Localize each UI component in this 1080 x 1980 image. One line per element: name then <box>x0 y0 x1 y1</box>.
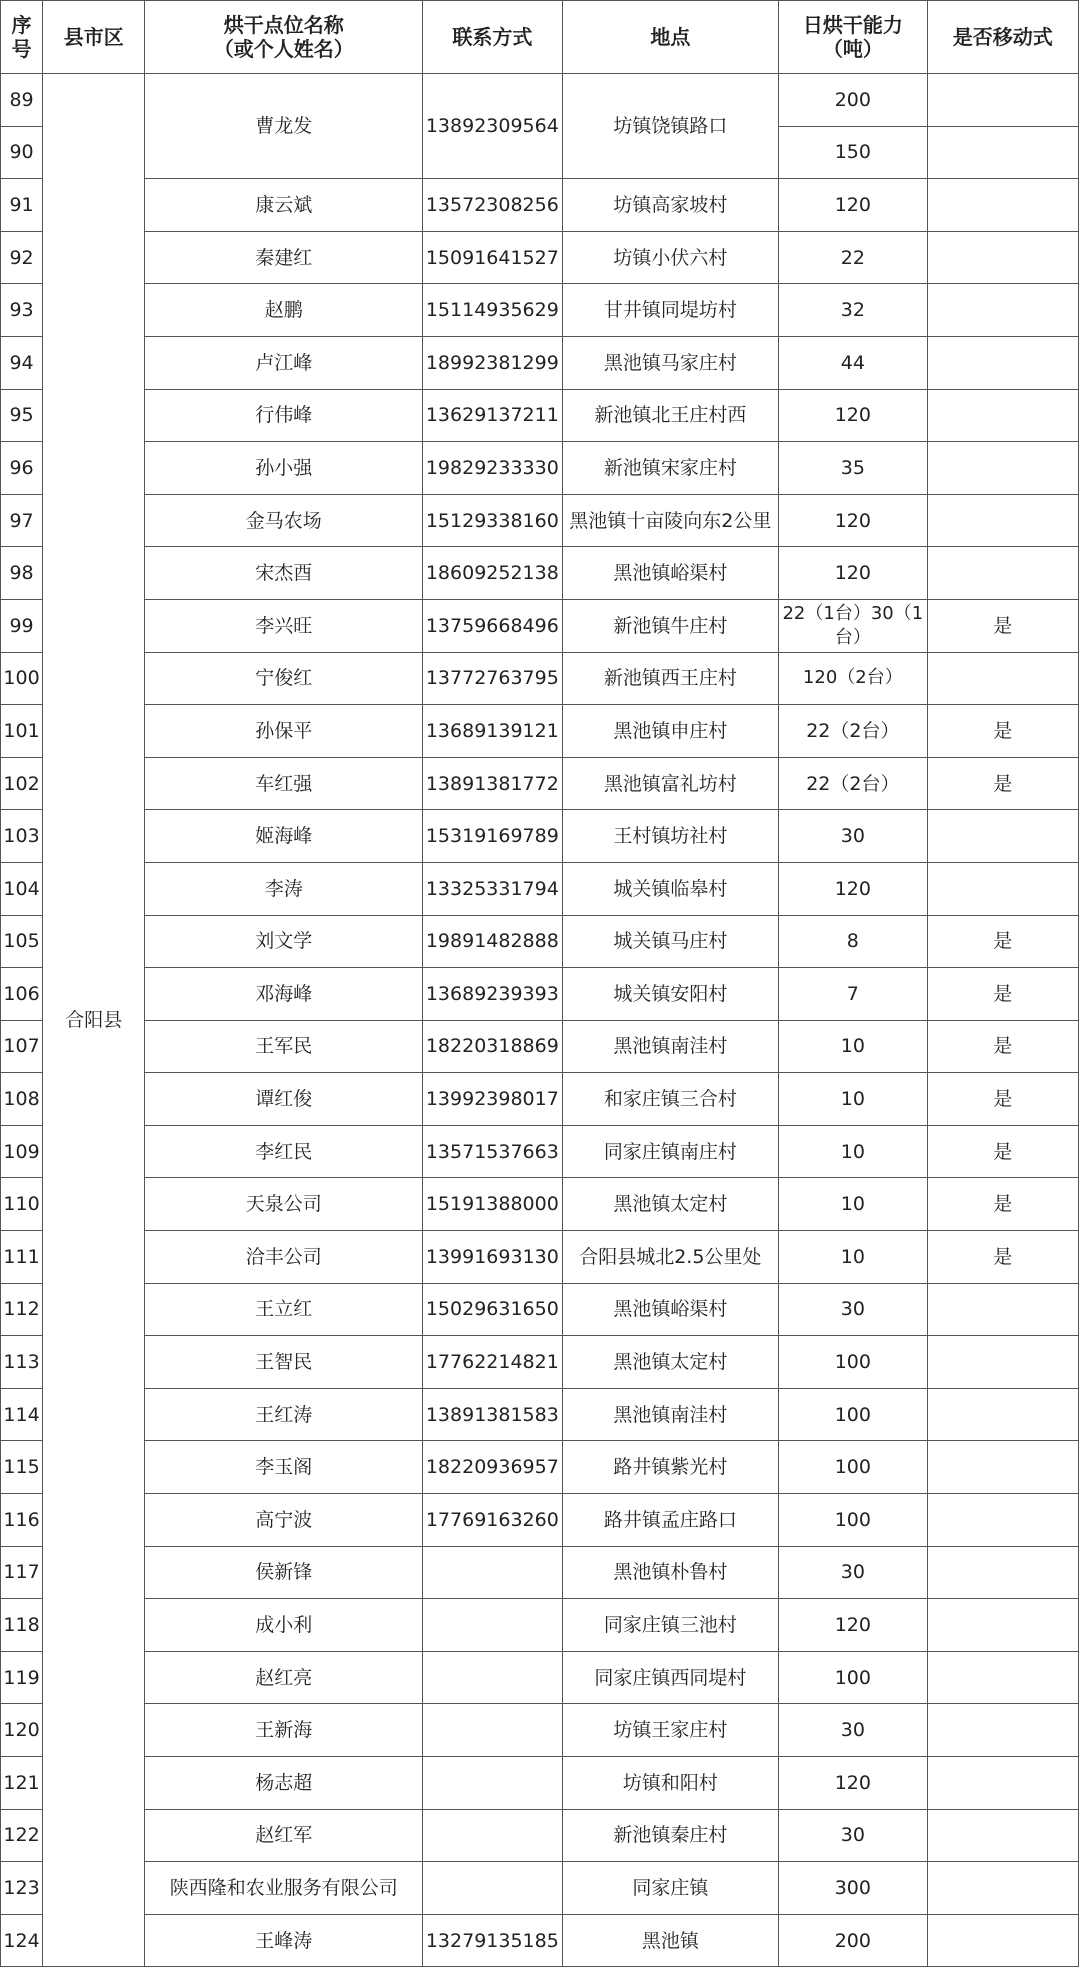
cell-mobile: 是 <box>927 705 1078 758</box>
cell-name: 陕西隆和农业服务有限公司 <box>145 1862 423 1915</box>
cell-phone: 13689139121 <box>423 705 562 758</box>
cell-no: 107 <box>1 1020 43 1073</box>
cell-capacity: 30 <box>779 1283 927 1336</box>
cell-mobile <box>927 231 1078 284</box>
cell-capacity: 120 <box>779 179 927 232</box>
cell-phone: 17762214821 <box>423 1336 562 1389</box>
header-name-line1: 烘干点位名称 <box>223 13 344 37</box>
cell-name: 李涛 <box>145 862 423 915</box>
cell-name: 王立红 <box>145 1283 423 1336</box>
cell-location: 黑池镇太定村 <box>562 1178 779 1231</box>
cell-phone: 13992398017 <box>423 1073 562 1126</box>
table-row <box>1 1231 1079 1284</box>
cell-capacity: 120 <box>779 389 927 442</box>
table-row <box>1 284 1079 337</box>
cell-name: 姬海峰 <box>145 810 423 863</box>
table-row <box>1 1073 1079 1126</box>
cell-capacity: 200 <box>779 74 927 127</box>
cell-no: 90 <box>1 126 43 179</box>
cell-name: 赵红军 <box>145 1809 423 1862</box>
cell-capacity: 30 <box>779 1546 927 1599</box>
cell-location: 黑池镇峪渠村 <box>562 547 779 600</box>
cell-no: 97 <box>1 494 43 547</box>
cell-mobile <box>927 442 1078 495</box>
cell-no: 111 <box>1 1231 43 1284</box>
cell-mobile <box>927 179 1078 232</box>
cell-location: 黑池镇南洼村 <box>562 1388 779 1441</box>
cell-no: 89 <box>1 74 43 127</box>
cell-mobile: 是 <box>927 968 1078 1021</box>
cell-capacity: 30 <box>779 810 927 863</box>
cell-mobile <box>927 1862 1078 1915</box>
table-row <box>1 231 1079 284</box>
cell-no: 119 <box>1 1651 43 1704</box>
header-no <box>1 1 43 74</box>
cell-phone: 13572308256 <box>423 179 562 232</box>
table-row <box>1 74 1079 127</box>
cell-name: 康云斌 <box>145 179 423 232</box>
cell-mobile <box>927 1757 1078 1810</box>
cell-capacity: 44 <box>779 336 927 389</box>
cell-name: 宁俊红 <box>145 652 423 705</box>
cell-capacity: 22（2台） <box>779 757 927 810</box>
cell-name: 行伟峰 <box>145 389 423 442</box>
cell-location: 新池镇宋家庄村 <box>562 442 779 495</box>
cell-phone: 19829233330 <box>423 442 562 495</box>
cell-location: 黑池镇申庄村 <box>562 705 779 758</box>
cell-mobile <box>927 1494 1078 1547</box>
cell-capacity: 32 <box>779 284 927 337</box>
cell-mobile <box>927 547 1078 600</box>
cell-mobile: 是 <box>927 599 1078 652</box>
cell-phone <box>423 1809 562 1862</box>
cell-phone: 15029631650 <box>423 1283 562 1336</box>
cell-no: 98 <box>1 547 43 600</box>
cell-capacity: 120（2台） <box>779 652 927 705</box>
cell-location: 新池镇秦庄村 <box>562 1809 779 1862</box>
cell-name: 金马农场 <box>145 494 423 547</box>
cell-location: 同家庄镇 <box>562 1862 779 1915</box>
cell-capacity: 200 <box>779 1914 927 1967</box>
table-row <box>1 1914 1079 1967</box>
table-row <box>1 494 1079 547</box>
cell-no: 110 <box>1 1178 43 1231</box>
cell-no: 95 <box>1 389 43 442</box>
cell-name: 天泉公司 <box>145 1178 423 1231</box>
cell-phone <box>423 1704 562 1757</box>
cell-phone <box>423 1599 562 1652</box>
cell-name: 秦建红 <box>145 231 423 284</box>
cell-location: 同家庄镇三池村 <box>562 1599 779 1652</box>
table-row <box>1 599 1079 652</box>
cell-name: 李玉阁 <box>145 1441 423 1494</box>
cell-no: 105 <box>1 915 43 968</box>
cell-capacity: 10 <box>779 1178 927 1231</box>
cell-mobile <box>927 1914 1078 1967</box>
cell-mobile <box>927 810 1078 863</box>
cell-name: 曹龙发 <box>145 74 423 179</box>
cell-mobile <box>927 1388 1078 1441</box>
cell-mobile <box>927 1704 1078 1757</box>
cell-mobile <box>927 336 1078 389</box>
cell-phone <box>423 1546 562 1599</box>
cell-mobile: 是 <box>927 1178 1078 1231</box>
cell-capacity: 35 <box>779 442 927 495</box>
cell-phone: 13325331794 <box>423 862 562 915</box>
table-row <box>1 179 1079 232</box>
table-row <box>1 1809 1079 1862</box>
header-capacity <box>779 1 927 74</box>
table-row <box>1 652 1079 705</box>
cell-mobile <box>927 389 1078 442</box>
table-row <box>1 757 1079 810</box>
cell-location: 坊镇高家坡村 <box>562 179 779 232</box>
cell-name: 刘文学 <box>145 915 423 968</box>
cell-no: 94 <box>1 336 43 389</box>
cell-phone: 18220318869 <box>423 1020 562 1073</box>
cell-phone: 13772763795 <box>423 652 562 705</box>
cell-no: 99 <box>1 599 43 652</box>
cell-name: 王红涛 <box>145 1388 423 1441</box>
cell-location: 黑池镇朴鲁村 <box>562 1546 779 1599</box>
cell-capacity: 8 <box>779 915 927 968</box>
cell-phone: 19891482888 <box>423 915 562 968</box>
table-row <box>1 1546 1079 1599</box>
cell-no: 108 <box>1 1073 43 1126</box>
cell-mobile: 是 <box>927 1125 1078 1178</box>
cell-name: 赵红亮 <box>145 1651 423 1704</box>
cell-no: 104 <box>1 862 43 915</box>
cell-no: 91 <box>1 179 43 232</box>
table-row <box>1 442 1079 495</box>
header-mobile: 是否移动式 <box>927 1 1078 74</box>
table-row <box>1 336 1079 389</box>
cell-phone: 15191388000 <box>423 1178 562 1231</box>
cell-mobile <box>927 1336 1078 1389</box>
cell-location: 黑池镇太定村 <box>562 1336 779 1389</box>
cell-capacity: 100 <box>779 1336 927 1389</box>
cell-name: 侯新锋 <box>145 1546 423 1599</box>
cell-name: 赵鹏 <box>145 284 423 337</box>
cell-mobile <box>927 1441 1078 1494</box>
header-location: 地点 <box>562 1 779 74</box>
cell-phone: 13279135185 <box>423 1914 562 1967</box>
cell-county: 合阳县 <box>43 74 145 1967</box>
cell-no: 115 <box>1 1441 43 1494</box>
header-name <box>145 1 423 74</box>
cell-location: 黑池镇马家庄村 <box>562 336 779 389</box>
cell-no: 106 <box>1 968 43 1021</box>
cell-name: 高宁波 <box>145 1494 423 1547</box>
header-row <box>1 1 1079 74</box>
cell-location: 甘井镇同堤坊村 <box>562 284 779 337</box>
cell-location: 新池镇北王庄村西 <box>562 389 779 442</box>
cell-no: 102 <box>1 757 43 810</box>
cell-no: 93 <box>1 284 43 337</box>
cell-capacity: 100 <box>779 1388 927 1441</box>
cell-phone: 13991693130 <box>423 1231 562 1284</box>
header-name-line2: （或个人姓名） <box>213 37 354 61</box>
cell-location: 新池镇西王庄村 <box>562 652 779 705</box>
cell-no: 112 <box>1 1283 43 1336</box>
cell-capacity: 22（2台） <box>779 705 927 758</box>
table-row <box>1 705 1079 758</box>
cell-no: 100 <box>1 652 43 705</box>
cell-name: 车红强 <box>145 757 423 810</box>
cell-capacity: 30 <box>779 1809 927 1862</box>
table-row <box>1 547 1079 600</box>
cell-phone: 13892309564 <box>423 74 562 179</box>
cell-name: 邓海峰 <box>145 968 423 1021</box>
cell-location: 黑池镇 <box>562 1914 779 1967</box>
cell-phone: 18609252138 <box>423 547 562 600</box>
cell-location: 和家庄镇三合村 <box>562 1073 779 1126</box>
cell-name: 成小利 <box>145 1599 423 1652</box>
cell-capacity: 120 <box>779 1599 927 1652</box>
cell-capacity: 7 <box>779 968 927 1021</box>
cell-capacity: 10 <box>779 1073 927 1126</box>
cell-capacity: 30 <box>779 1704 927 1757</box>
cell-name: 杨志超 <box>145 1757 423 1810</box>
cell-location: 新池镇牛庄村 <box>562 599 779 652</box>
header-no-line2: 号 <box>11 37 32 61</box>
cell-capacity: 100 <box>779 1494 927 1547</box>
cell-location: 黑池镇峪渠村 <box>562 1283 779 1336</box>
table-row <box>1 1704 1079 1757</box>
cell-mobile <box>927 74 1078 127</box>
cell-mobile: 是 <box>927 1073 1078 1126</box>
cell-mobile: 是 <box>927 757 1078 810</box>
cell-mobile <box>927 1283 1078 1336</box>
header-phone: 联系方式 <box>423 1 562 74</box>
cell-mobile <box>927 1546 1078 1599</box>
cell-location: 城关镇临皋村 <box>562 862 779 915</box>
cell-capacity: 22（1台）30（1台） <box>779 599 927 652</box>
header-county: 县市区 <box>43 1 145 74</box>
cell-capacity: 10 <box>779 1231 927 1284</box>
cell-location: 黑池镇南洼村 <box>562 1020 779 1073</box>
cell-name: 王新海 <box>145 1704 423 1757</box>
cell-name: 王峰涛 <box>145 1914 423 1967</box>
table-row <box>1 389 1079 442</box>
cell-name: 谭红俊 <box>145 1073 423 1126</box>
cell-no: 120 <box>1 1704 43 1757</box>
table-row <box>1 1336 1079 1389</box>
cell-name: 宋杰酉 <box>145 547 423 600</box>
table-body <box>1 74 1079 1967</box>
table-row <box>1 1441 1079 1494</box>
cell-no: 121 <box>1 1757 43 1810</box>
table-row <box>1 810 1079 863</box>
cell-location: 黑池镇十亩陵向东2公里 <box>562 494 779 547</box>
cell-location: 合阳县城北2.5公里处 <box>562 1231 779 1284</box>
table-row <box>1 1757 1079 1810</box>
cell-mobile <box>927 862 1078 915</box>
cell-phone: 13571537663 <box>423 1125 562 1178</box>
cell-phone: 15091641527 <box>423 231 562 284</box>
cell-capacity: 300 <box>779 1862 927 1915</box>
cell-capacity: 120 <box>779 494 927 547</box>
table-row <box>1 1494 1079 1547</box>
cell-capacity: 120 <box>779 547 927 600</box>
cell-no: 116 <box>1 1494 43 1547</box>
cell-name: 孙小强 <box>145 442 423 495</box>
cell-location: 路井镇紫光村 <box>562 1441 779 1494</box>
cell-mobile: 是 <box>927 915 1078 968</box>
table-row <box>1 1020 1079 1073</box>
cell-capacity: 10 <box>779 1125 927 1178</box>
cell-name: 孙保平 <box>145 705 423 758</box>
cell-no: 109 <box>1 1125 43 1178</box>
cell-phone <box>423 1757 562 1810</box>
cell-phone: 13891381772 <box>423 757 562 810</box>
cell-location: 坊镇小伏六村 <box>562 231 779 284</box>
cell-no: 117 <box>1 1546 43 1599</box>
cell-mobile: 是 <box>927 1231 1078 1284</box>
cell-phone: 18992381299 <box>423 336 562 389</box>
cell-name: 王军民 <box>145 1020 423 1073</box>
cell-mobile <box>927 126 1078 179</box>
table-row <box>1 1599 1079 1652</box>
table-row <box>1 1125 1079 1178</box>
cell-mobile <box>927 1651 1078 1704</box>
cell-capacity: 120 <box>779 1757 927 1810</box>
cell-no: 103 <box>1 810 43 863</box>
cell-mobile <box>927 652 1078 705</box>
cell-mobile <box>927 494 1078 547</box>
cell-phone: 13759668496 <box>423 599 562 652</box>
table-row <box>1 1283 1079 1336</box>
table-row <box>1 1388 1079 1441</box>
cell-capacity: 22 <box>779 231 927 284</box>
table-row <box>1 1178 1079 1231</box>
cell-phone: 13891381583 <box>423 1388 562 1441</box>
cell-phone <box>423 1651 562 1704</box>
cell-no: 122 <box>1 1809 43 1862</box>
cell-capacity: 120 <box>779 862 927 915</box>
cell-location: 同家庄镇西同堤村 <box>562 1651 779 1704</box>
cell-name: 王智民 <box>145 1336 423 1389</box>
table-row <box>1 968 1079 1021</box>
cell-no: 92 <box>1 231 43 284</box>
cell-phone: 15129338160 <box>423 494 562 547</box>
cell-name: 洽丰公司 <box>145 1231 423 1284</box>
cell-capacity: 10 <box>779 1020 927 1073</box>
cell-location: 王村镇坊社村 <box>562 810 779 863</box>
cell-capacity: 100 <box>779 1441 927 1494</box>
cell-no: 124 <box>1 1914 43 1967</box>
cell-capacity: 150 <box>779 126 927 179</box>
cell-phone <box>423 1862 562 1915</box>
cell-location: 坊镇王家庄村 <box>562 1704 779 1757</box>
cell-location: 坊镇和阳村 <box>562 1757 779 1810</box>
cell-no: 113 <box>1 1336 43 1389</box>
cell-mobile: 是 <box>927 1020 1078 1073</box>
cell-location: 黑池镇富礼坊村 <box>562 757 779 810</box>
cell-no: 101 <box>1 705 43 758</box>
table-row <box>1 915 1079 968</box>
header-capacity-line2: （吨） <box>822 37 883 61</box>
cell-phone: 15319169789 <box>423 810 562 863</box>
cell-no: 114 <box>1 1388 43 1441</box>
cell-location: 城关镇安阳村 <box>562 968 779 1021</box>
cell-location: 同家庄镇南庄村 <box>562 1125 779 1178</box>
cell-no: 118 <box>1 1599 43 1652</box>
cell-location: 路井镇孟庄路口 <box>562 1494 779 1547</box>
cell-name: 卢江峰 <box>145 336 423 389</box>
cell-mobile <box>927 1809 1078 1862</box>
cell-no: 96 <box>1 442 43 495</box>
cell-mobile <box>927 284 1078 337</box>
cell-capacity: 100 <box>779 1651 927 1704</box>
cell-phone: 13689239393 <box>423 968 562 1021</box>
cell-location: 城关镇马庄村 <box>562 915 779 968</box>
cell-phone: 15114935629 <box>423 284 562 337</box>
cell-location: 坊镇饶镇路口 <box>562 74 779 179</box>
table-row <box>1 1651 1079 1704</box>
cell-name: 李红民 <box>145 1125 423 1178</box>
cell-phone: 18220936957 <box>423 1441 562 1494</box>
cell-phone: 13629137211 <box>423 389 562 442</box>
cell-no: 123 <box>1 1862 43 1915</box>
table-row <box>1 862 1079 915</box>
cell-phone: 17769163260 <box>423 1494 562 1547</box>
cell-mobile <box>927 1599 1078 1652</box>
header-no-line1: 序 <box>11 13 32 37</box>
header-capacity-line1: 日烘干能力 <box>802 13 903 37</box>
cell-name: 李兴旺 <box>145 599 423 652</box>
table-row <box>1 1862 1079 1915</box>
